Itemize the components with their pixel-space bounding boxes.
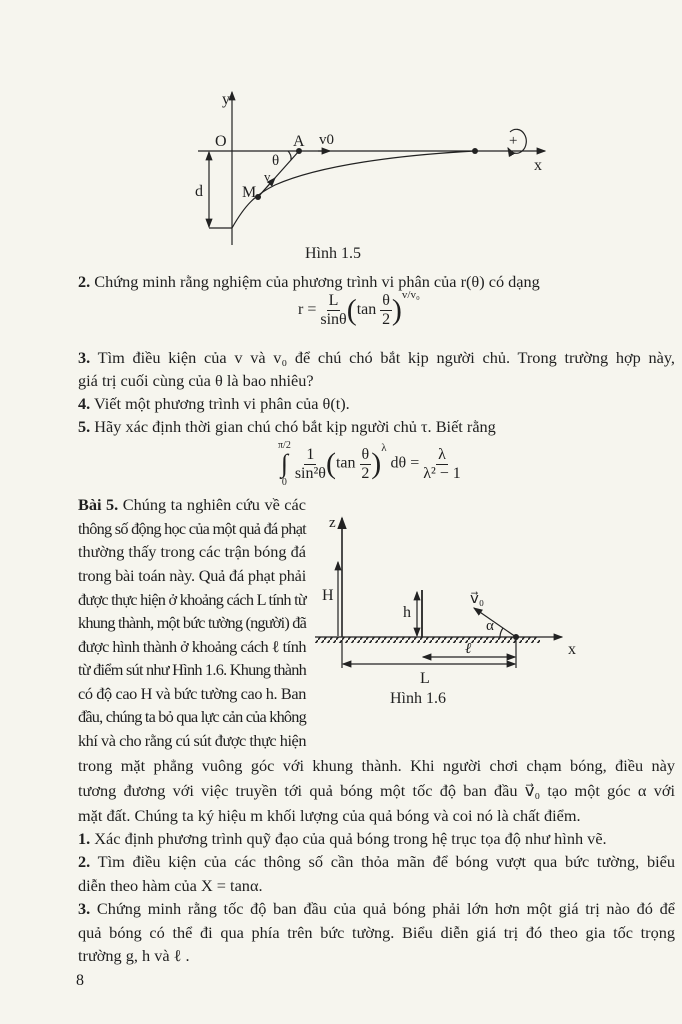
label-x: x <box>568 641 576 658</box>
label-v0: v⃗₀ <box>470 591 485 607</box>
label-v: v <box>264 169 271 184</box>
question-3-cont: giá trị cuối cùng của θ là bao nhiêu? <box>78 371 314 390</box>
bai5-line: Bài 5. Chúng ta nghiên cứu về các <box>78 495 306 514</box>
label-M: M <box>242 184 257 201</box>
bai5-line: tương đương với việc truyền tới quả bóng một tốc độ ban đầu v⃗₀ tạo một góc α với <box>78 781 675 800</box>
bai5-line: khí và cho rằng cú sút được thực hiện <box>78 731 306 750</box>
bai5-question-3-cont: quả bóng có thể đi qua phía trên bức tường. Biểu diễn giá trị đó theo gia tốc trọng <box>78 923 675 942</box>
label-plus: + <box>509 133 518 149</box>
label-h: h <box>403 604 411 621</box>
bai5-question-2: 2. Tìm điều kiện của các thông số cần thỏa mãn để bóng vượt qua bức tường, biểu <box>78 852 675 871</box>
label-d: d <box>195 183 203 200</box>
label-ell: ℓ <box>465 641 472 657</box>
label-x: x <box>534 157 542 174</box>
bai5-line: trong mặt phẳng vuông góc với khung thành. Khi người chơi chạm bóng, điều này <box>78 756 675 775</box>
bai5-line: có độ cao H và bức tường cao h. Ban <box>78 684 306 703</box>
question-2: 2. Chứng minh rằng nghiệm của phương trình vi phân của r(θ) có dạng <box>78 272 540 291</box>
bai5-line: thông số động học của một quả đá phạt <box>78 519 306 538</box>
label-y: y <box>222 91 230 108</box>
equation-r-theta: r = $\frac{L}{\sin\theta}$ (tan $\frac{\theta}{2}$ )$^{v/v_0}$ <box>298 288 420 328</box>
page-number: 8 <box>76 972 84 989</box>
bai5-line: được thực hiện ở khoảng cách L tính từ <box>78 590 306 609</box>
equation-integral: π/2 ∫ 0 $\frac{1}{\text{sin²θ}}$ (tan $\frac{\theta}{2}$ )$^\lambda$ dθ = $\frac{\lambda}{\text{λ² − 1}}$ <box>278 440 461 488</box>
ball <box>513 634 519 640</box>
fig16-drawing <box>315 518 562 668</box>
label-H: H <box>322 587 334 604</box>
bai5-question-3-cont: trường g, h và ℓ . <box>78 946 190 965</box>
bai5-question-3: 3. Chứng minh rằng tốc độ ban đầu của quả bóng phải lớn hơn một giá trị nào đó để <box>78 899 675 918</box>
label-v0: v0 <box>319 132 334 148</box>
question-4: 4. Viết một phương trình vi phân của θ(t). <box>78 394 350 413</box>
figure-1-5-caption: Hình 1.5 <box>305 245 361 262</box>
question-5: 5. Hãy xác định thời gian chú chó bắt kịp người chủ τ. Biết rằng <box>78 417 496 436</box>
bai5-line: từ điểm sút như Hình 1.6. Khung thành <box>78 660 306 679</box>
bai5-line: đầu, chúng ta bỏ qua lực cản của không <box>78 707 306 726</box>
bai5-line: mặt đất. Chúng ta ký hiệu m khối lượng của quả bóng và coi nó là chất điểm. <box>78 806 581 825</box>
label-z: z <box>329 515 336 531</box>
bai5-line: được hình thành ở khoảng cách ℓ tính <box>78 637 306 656</box>
label-theta: θ <box>272 153 280 169</box>
ground-hatch <box>315 637 540 643</box>
end-point <box>472 148 478 154</box>
bai5-line: khung thành, một bức tường (người) đã <box>78 613 306 632</box>
v0-arrow <box>474 608 516 637</box>
label-alpha: α <box>486 618 494 634</box>
alpha-arc <box>500 628 503 637</box>
theta-arc <box>288 151 291 160</box>
label-L: L <box>420 670 430 687</box>
trajectory-curve <box>232 151 475 228</box>
label-O: O <box>215 133 227 150</box>
fig15-drawing <box>198 92 545 245</box>
bai5-question-2-cont: diễn theo hàm của X = tanα. <box>78 876 263 895</box>
bai5-question-1: 1. Xác định phương trình quỹ đạo của quả bóng trong hệ trục tọa độ như hình vẽ. <box>78 829 607 848</box>
bai5-line: trong bài toán này. Quả đá phạt phải <box>78 566 306 585</box>
label-A: A <box>293 133 305 150</box>
question-3: 3. Tìm điều kiện của v và v₀ để chú chó bắt kịp người chủ. Trong trường hợp này, <box>78 348 675 367</box>
bai5-line: thường thấy trong các trận bóng đá <box>78 542 306 561</box>
figure-1-6-caption: Hình 1.6 <box>390 690 446 707</box>
